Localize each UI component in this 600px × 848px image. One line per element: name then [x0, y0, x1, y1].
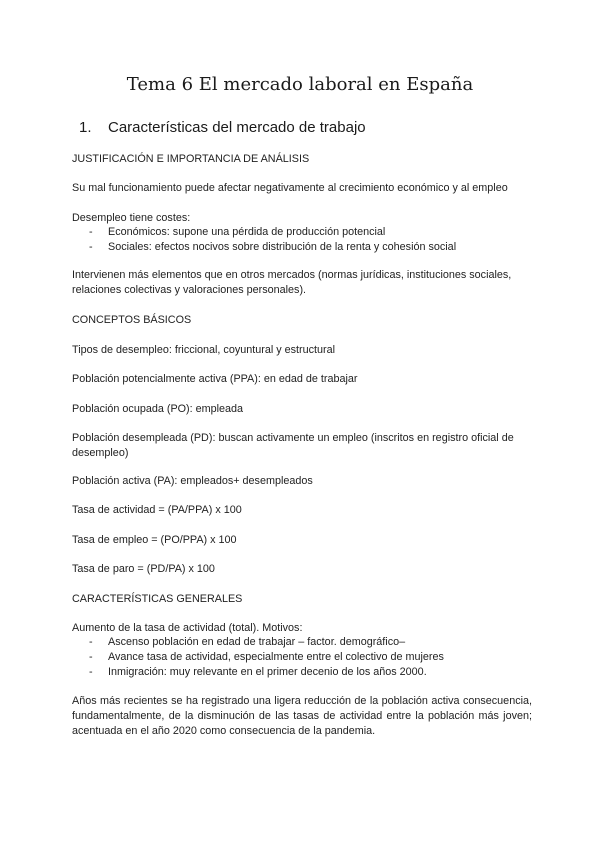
list-item: - Ascenso población en edad de trabajar – factor. demográfico– — [89, 635, 444, 650]
formula-tasa-empleo: Tasa de empleo = (PO/PPA) x 100 — [72, 534, 237, 546]
caracteristicas-heading: CARACTERÍSTICAS GENERALES — [72, 593, 243, 605]
list-item: - Avance tasa de actividad, especialmente entre el colectivo de mujeres — [89, 650, 444, 665]
conceptos-heading: CONCEPTOS BÁSICOS — [72, 314, 192, 326]
section-heading-text: Características del mercado de trabajo — [108, 119, 366, 136]
list-item: - Inmigración: muy relevante en el primer decenio de los años 2000. — [89, 665, 444, 680]
justificacion-heading: JUSTIFICACIÓN E IMPORTANCIA DE ANÁLISIS — [72, 153, 310, 165]
section-heading — [79, 119, 366, 136]
section-number: 1. — [79, 119, 92, 136]
list-item: - Sociales: efectos nocivos sobre distribución de la renta y cohesión social — [89, 240, 456, 255]
concepto-item: Población desempleada (PD): buscan activamente un empleo (inscritos en registro oficial de desempleo) — [72, 432, 514, 459]
concepto-item: Población activa (PA): empleados+ desempleados — [72, 475, 313, 487]
justificacion-paragraph-2: Intervienen más elementos que en otros mercados (normas jurídicas, instituciones sociales, relaciones colectivas y valoraciones personales). — [72, 269, 512, 296]
formula-tasa-actividad: Tasa de actividad = (PA/PPA) x 100 — [72, 504, 242, 516]
list-item: - Económicos: supone una pérdida de producción potencial — [89, 225, 456, 240]
concepto-item: Tipos de desempleo: friccional, coyuntural y estructural — [72, 344, 336, 356]
justificacion-paragraph-1: Su mal funcionamiento puede afectar negativamente al crecimiento económico y al empleo — [72, 182, 508, 194]
concepto-item: Población ocupada (PO): empleada — [72, 403, 244, 415]
costes-list — [89, 225, 456, 255]
caracteristicas-intro: Aumento de la tasa de actividad (total). Motivos: — [72, 622, 303, 634]
concepto-item: Población potencialmente activa (PPA): en edad de trabajar — [72, 373, 358, 385]
costes-intro: Desempleo tiene costes: — [72, 212, 191, 224]
caracteristicas-paragraph: Años más recientes se ha registrado una ligera reducción de la población activa consecuencia, fundamentalmente, de la disminución de las tasas de actividad entre la población más joven; acentuada en el año 2020 como consecuencia de la pandemia. — [72, 695, 532, 737]
motivos-list — [89, 635, 444, 680]
document-title: Tema 6 El mercado laboral en España — [126, 74, 474, 95]
formula-tasa-paro: Tasa de paro = (PD/PA) x 100 — [72, 563, 215, 575]
